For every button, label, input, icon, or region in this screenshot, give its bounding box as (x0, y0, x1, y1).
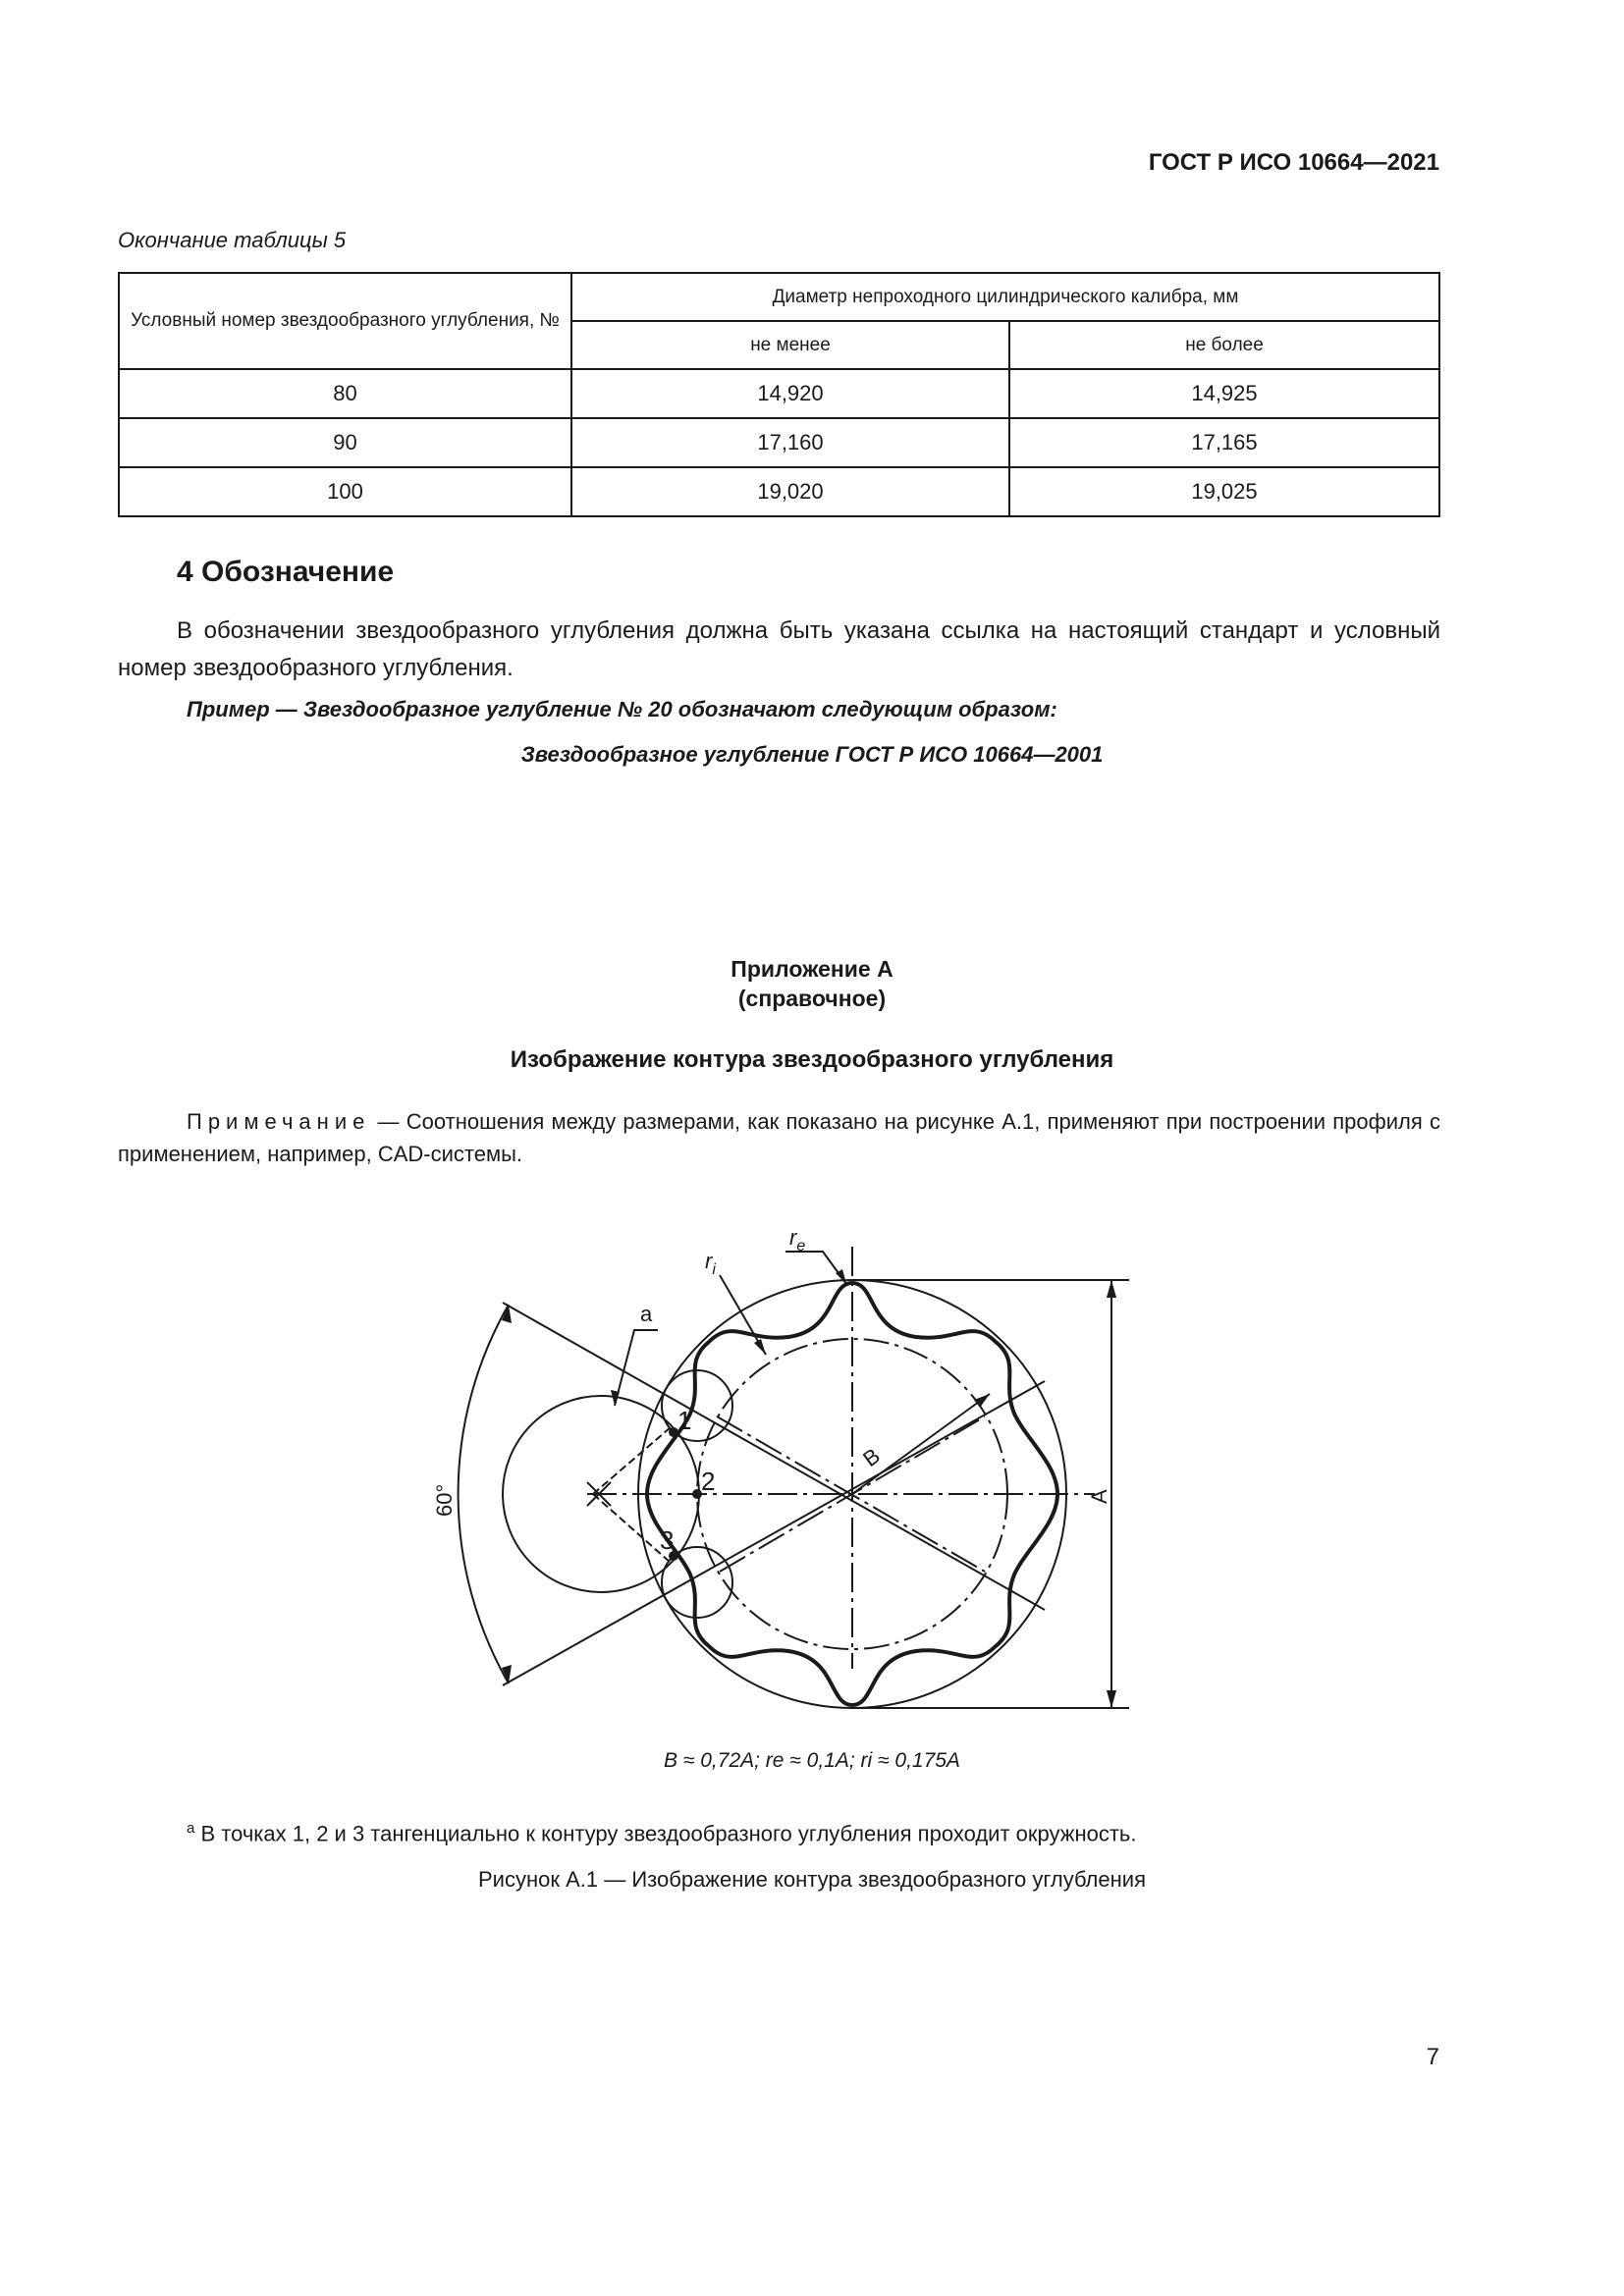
footnote-mark: а (187, 1820, 195, 1837)
cell-number: 80 (119, 369, 571, 418)
dim-A-arrow-bottom (1107, 1690, 1116, 1708)
figure-footnote (187, 1820, 1136, 1846)
leader-a (615, 1330, 658, 1406)
figure-caption: Рисунок А.1 — Изображение контура звездообразного углубления (478, 1867, 1146, 1892)
col-group-header-diameter: Диаметр непроходного цилиндрического калибра, мм (571, 273, 1439, 321)
label-point-2: 2 (701, 1467, 716, 1496)
col-header-number: Условный номер звездообразного углубления, № (119, 273, 571, 369)
table-continuation-label: Окончание таблицы 5 (118, 228, 347, 252)
figure-formula: B ≈ 0,72A; re ≈ 0,1A; ri ≈ 0,175A (664, 1749, 960, 1772)
label-A: A (1087, 1489, 1111, 1504)
leader-re (785, 1252, 846, 1284)
section-title: 4 Обозначение (177, 556, 395, 588)
appendix-title: Изображение контура звездообразного углубления (510, 1046, 1114, 1073)
label-re: $r_e$ (789, 1225, 806, 1255)
dim-A-arrow-top (1107, 1280, 1116, 1298)
section-paragraph: В обозначении звездообразного углубления должна быть указана ссылка на настоящий стандарт и условный номер звездообразного углубления. (118, 617, 1440, 681)
col-header-min: не менее (571, 321, 1009, 369)
label-B: B (858, 1443, 885, 1472)
dim-B-line (852, 1394, 990, 1494)
leader-ri-arrow (754, 1339, 766, 1355)
cell-max: 14,925 (1009, 369, 1439, 418)
cell-min: 19,020 (571, 467, 1009, 516)
dim-60-arc (459, 1305, 509, 1683)
col-header-max: не более (1009, 321, 1439, 369)
label-a: a (640, 1302, 653, 1326)
note-label: Примечание (187, 1109, 371, 1134)
diagonal-line-1 (503, 1303, 1045, 1610)
cell-min: 17,160 (571, 418, 1009, 467)
appendix-label: Приложение А (731, 956, 893, 982)
footnote-text: В точках 1, 2 и 3 тангенциально к контуру звездообразного углубления проходит окружность. (194, 1821, 1137, 1846)
document-header: ГОСТ Р ИСО 10664—2021 (1148, 149, 1439, 176)
example-designation: Звездообразное углубление ГОСТ Р ИСО 10664—2001 (520, 742, 1104, 767)
label-ri: $r_i$ (705, 1249, 716, 1278)
appendix-type: (справочное) (737, 986, 887, 1011)
cell-max: 17,165 (1009, 418, 1439, 467)
dim-B-arrow (974, 1394, 990, 1408)
label-point-3: 3 (660, 1525, 675, 1555)
label-point-1: 1 (677, 1406, 692, 1435)
cell-max: 19,025 (1009, 467, 1439, 516)
cell-min: 14,920 (571, 369, 1009, 418)
cell-number: 90 (119, 418, 571, 467)
cell-number: 100 (119, 467, 571, 516)
diagonal-line-2 (503, 1381, 1045, 1685)
example-line: Пример — Звездообразное углубление № 20 обозначают следующим образом: (187, 697, 1057, 721)
note-text: — Соотношения между размерами, как показано на рисунке А.1, применяют при построении профиля с применением, например, CAD-системы. (118, 1109, 1440, 1166)
page-number: 7 (1426, 2044, 1439, 2070)
label-angle: 60° (432, 1483, 457, 1517)
